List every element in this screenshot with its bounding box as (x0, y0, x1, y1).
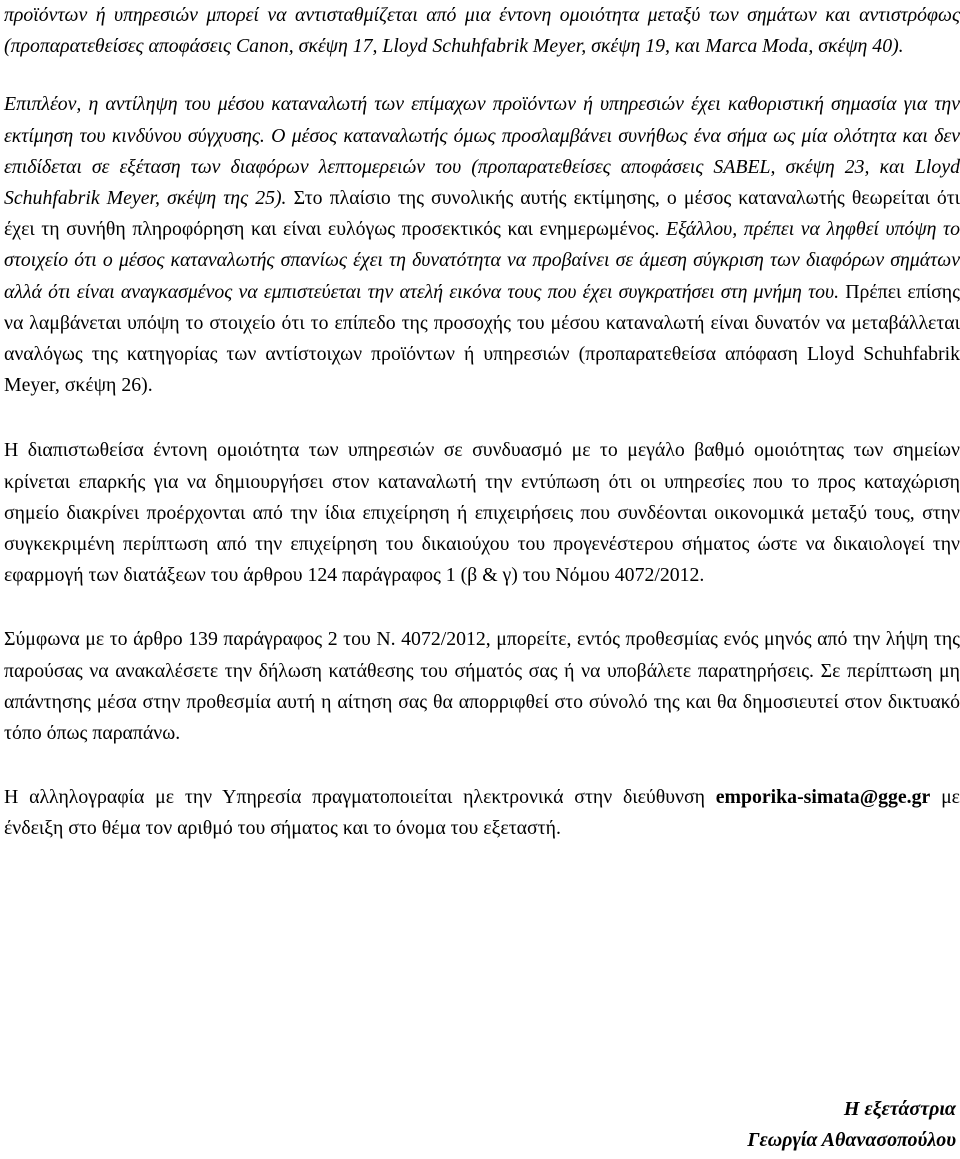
signature-name: Γεωργία Αθανασοπούλου (747, 1129, 956, 1151)
paragraph-2-upright-text: Στο πλαίσιο της συνολικής αυτής εκτίμησης, ο μέσος καταναλωτής θεωρείται ότι έχει τη συνήθη πληροφόρηση και είναι ευλόγως προσεκτικός και ενημερωμένος. (4, 187, 960, 241)
paragraph-5 (4, 782, 960, 844)
paragraph-3-text: Η διαπιστωθείσα έντονη ομοιότητα των υπηρεσιών σε συνδυασμό με το μεγάλο βαθμό ομοιότητας των σημείων κρίνεται επαρκής για να δημιουργήσει στον καταναλωτή την εντύπωση ότι οι υπηρεσίες που το προς καταχώριση σημείο διακρίνει προέρχονται από την ίδια επιχείρηση ή επιχειρήσεις που συνδέονται οικονομικά μεταξύ τους, στην συγκεκριμένη περίπτωση από την επιχείρηση του δικαιούχου του προγενέστερου σήματος ώστε να δικαιολογεί την εφαρμογή των διατάξεων του άρθρου 124 παράγραφος 1 (β & γ) του Νόμου 4072/2012. (4, 439, 960, 587)
paragraph-3 (4, 435, 960, 591)
signature-role: Η εξετάστρια (843, 1098, 956, 1120)
paragraph-5-text-before-email: Η αλληλογραφία με την Υπηρεσία πραγματοποιείται ηλεκτρονικά στην διεύθυνση (4, 786, 716, 809)
paragraph-1 (4, 0, 960, 62)
paragraph-4 (4, 624, 960, 749)
paragraph-2-italic-text-2: Εξάλλου, πρέπει να ληφθεί υπόψη το στοιχείο ότι ο μέσος καταναλωτής σπανίως έχει τη δυνατότητα να προβαίνει σε άμεση σύγκριση των διαφόρων σημάτων αλλά ότι είναι αναγκασμένος να εμπιστεύεται την ατελή εικόνα τους που έχει συγκρατήσει στη μνήμη του. (4, 218, 960, 303)
email-link[interactable]: emporika-simata@gge.gr (715, 786, 931, 809)
paragraph-4-text: Σύμφωνα με το άρθρο 139 παράγραφος 2 του Ν. 4072/2012, μπορείτε, εντός προθεσμίας ενός μηνός από την λήψη της παρούσας να ανακαλέσετε την δήλωση κατάθεσης του σήματός σας ή να υποβάλετε παρατηρήσεις. Σε περίπτωση μη απάντησης μέσα στην προθεσμία αυτή η αίτηση σας θα απορριφθεί στο σύνολό της και θα δημοσιευτεί στον δικτυακό τόπο όπως παραπάνω. (4, 628, 960, 745)
document-page (4, 0, 960, 845)
paragraph-1-text: προϊόντων ή υπηρεσιών μπορεί να αντισταθμίζεται από μια έντονη ομοιότητα μεταξύ των σημάτων και αντιστρόφως (προπαρατεθείσες αποφάσεις Canon, σκέψη 17, Lloyd Schuhfabrik Meyer, σκέψη 19, και Marca Moda, σκέψη 40). (4, 4, 960, 58)
paragraph-2 (4, 89, 960, 401)
paragraph-5-text-after-email: με ένδειξη στο θέμα τον αριθμό του σήματος και το όνομα του εξεταστή. (4, 786, 960, 840)
paragraph-2-italic-text: Επιπλέον, η αντίληψη του μέσου καταναλωτή των επίμαχων προϊόντων ή υπηρεσιών έχει καθοριστική σημασία για την εκτίμηση του κινδύνου σύγχυσης. Ο μέσος καταναλωτής όμως προσλαμβάνει συνήθως ένα σήμα ως μία ολότητα και δεν επιδίδεται σε εξέταση των διαφόρων λεπτομερειών του (προπαρατεθείσες αποφάσεις SABEL, σκέψη 23, και Lloyd Schuhfabrik Meyer, σκέψη της 25). (4, 93, 960, 210)
paragraph-2-upright-text-2: Πρέπει επίσης να λαμβάνεται υπόψη το στοιχείο ότι το επίπεδο της προσοχής του μέσου καταναλωτή είναι δυνατόν να μεταβάλλεται αναλόγως της κατηγορίας των αντίστοιχων προϊόντων ή υπηρεσιών (προπαρατεθείσα απόφαση Lloyd Schuhfabrik Meyer, σκέψη 26). (4, 280, 960, 397)
signature-block (747, 1094, 956, 1156)
